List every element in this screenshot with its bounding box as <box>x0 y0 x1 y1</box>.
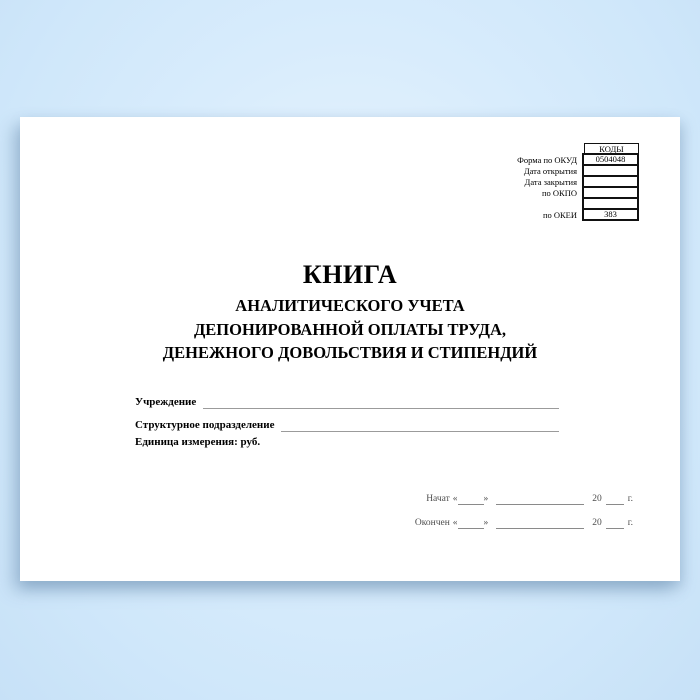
open-quote: « <box>452 494 458 504</box>
year-suffix: г. <box>627 518 633 528</box>
document-page <box>20 117 680 581</box>
field-blank-line <box>203 395 559 409</box>
close-quote: » <box>483 518 489 528</box>
year-prefix: 20 <box>592 518 602 528</box>
date-label: Начат <box>426 494 450 504</box>
field-structural-unit <box>135 409 559 432</box>
month-blank-line <box>496 493 584 505</box>
close-quote: » <box>483 494 489 504</box>
code-row-label: Дата закрытия <box>524 176 577 187</box>
open-quote: « <box>452 518 458 528</box>
date-label: Окончен <box>414 518 450 528</box>
unit-of-measure-label: Единица измерения: руб. <box>135 436 261 448</box>
year-suffix: г. <box>627 494 633 504</box>
day-blank-line <box>458 517 484 529</box>
page-title: КНИГА <box>302 260 398 289</box>
field-label: Структурное подразделение <box>135 419 275 431</box>
date-lines <box>415 481 633 529</box>
month-blank-line <box>496 517 584 529</box>
field-institution <box>135 386 559 409</box>
codes-header-cell: КОДЫ <box>584 143 639 155</box>
field-label: Учреждение <box>135 396 197 408</box>
code-row-value: 383 <box>582 208 639 221</box>
code-row-label: по ОКПО <box>541 187 577 198</box>
code-row-label: Дата открытия <box>523 165 577 176</box>
subtitle-line: ДЕПОНИРОВАННОЙ ОПЛАТЫ ТРУДА, <box>193 319 507 339</box>
year-blank-line <box>606 493 624 505</box>
subtitle-line: АНАЛИТИЧЕСКОГО УЧЕТА <box>235 296 465 315</box>
form-fields <box>135 386 559 432</box>
code-row-label: по ОКЕИ <box>542 209 577 220</box>
date-line-finished <box>415 505 633 529</box>
codes-table <box>467 143 639 221</box>
year-blank-line <box>606 517 624 529</box>
day-blank-line <box>458 493 484 505</box>
code-row-okei <box>467 208 639 221</box>
subtitle-line: ДЕНЕЖНОГО ДОВОЛЬСТВИЯ И СТИПЕНДИЙ <box>162 343 538 362</box>
code-row-value: 0504048 <box>582 153 639 166</box>
date-line-started <box>415 481 633 505</box>
title-block <box>20 261 680 365</box>
code-row-label: Форма по ОКУД <box>517 154 577 165</box>
year-prefix: 20 <box>592 494 602 504</box>
field-blank-line <box>281 418 559 432</box>
page-subtitle <box>20 294 680 365</box>
